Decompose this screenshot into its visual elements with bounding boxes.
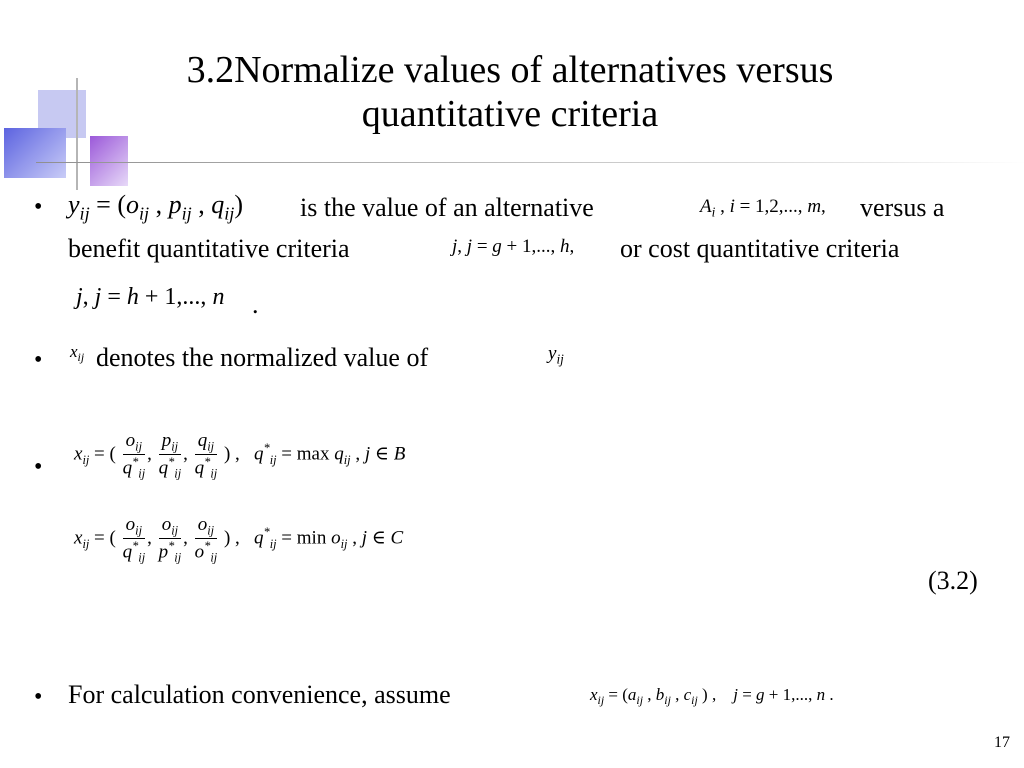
equation-number: (3.2) xyxy=(928,566,978,595)
equation-cost: $x_{ij}$ = ( $\frac{o_{ij}}{q^*_{ij}}$ , $\frac{o_{ij}}{p^*_{ij}}$ , $\frac{o_{ij}}{o^*_{ij}}$ ) , $q^*_{ij} = \min o_{ij}$ , j ∈ C xyxy=(74,514,404,565)
equation-benefit: $x_{ij}$ = ( $\frac{o_{ij}}{q^*_{ij}}$ , $\frac{p_{ij}}{q^*_{ij}}$ , $\frac{q_{ij}}{q^*_{ij}}$ ) , $q^*_{ij} = \max q_{ij}$ , j ∈ B xyxy=(74,430,406,481)
deco-square-blue xyxy=(4,128,66,178)
bullet4-text: For calculation convenience, assume xyxy=(68,680,451,709)
slide-title: 3.2Normalize values of alternatives versus quantitative criteria xyxy=(186,49,834,135)
bullet1-text-d: or cost quantitative criteria xyxy=(620,234,900,263)
formula-x-ij: $x_{ij}$ xyxy=(70,342,85,365)
formula-benefit-index: j, j = g + 1,..., h, xyxy=(452,236,575,257)
deco-square-purple xyxy=(90,136,128,186)
bullet-marker: • xyxy=(34,684,43,710)
bullet1-text-c: benefit quantitative criteria xyxy=(68,234,350,263)
bullet1-text-a: is the value of an alternative xyxy=(300,193,594,222)
bullet1-text-e: . xyxy=(252,290,259,319)
deco-vertical-line xyxy=(76,78,78,190)
title-divider-line xyxy=(36,162,1024,163)
formula-cost-index: j, j = h + 1,..., n xyxy=(76,284,225,310)
bullet1-text-b: versus a xyxy=(860,193,945,222)
formula-y-ij: $y_{ij} = (o_{ij}$ , $p_{ij}$ , $q_{ij}$) xyxy=(68,190,243,224)
formula-y-ij-small: $y_{ij}$ xyxy=(548,343,564,367)
bullet-marker: • xyxy=(34,454,43,480)
bullet2-text: denotes the normalized value of xyxy=(96,343,429,372)
bullet-marker: • xyxy=(34,347,43,373)
bullet-marker: • xyxy=(34,194,43,220)
formula-assumption: $x_{ij} = (a_{ij}$ , $b_{ij}$ , $c_{ij}$ ) , j = g + 1,..., n . xyxy=(590,685,834,708)
page-number: 17 xyxy=(994,734,1010,751)
formula-alternative-index: $A_i$ , i = 1,2,..., m, xyxy=(700,196,826,220)
